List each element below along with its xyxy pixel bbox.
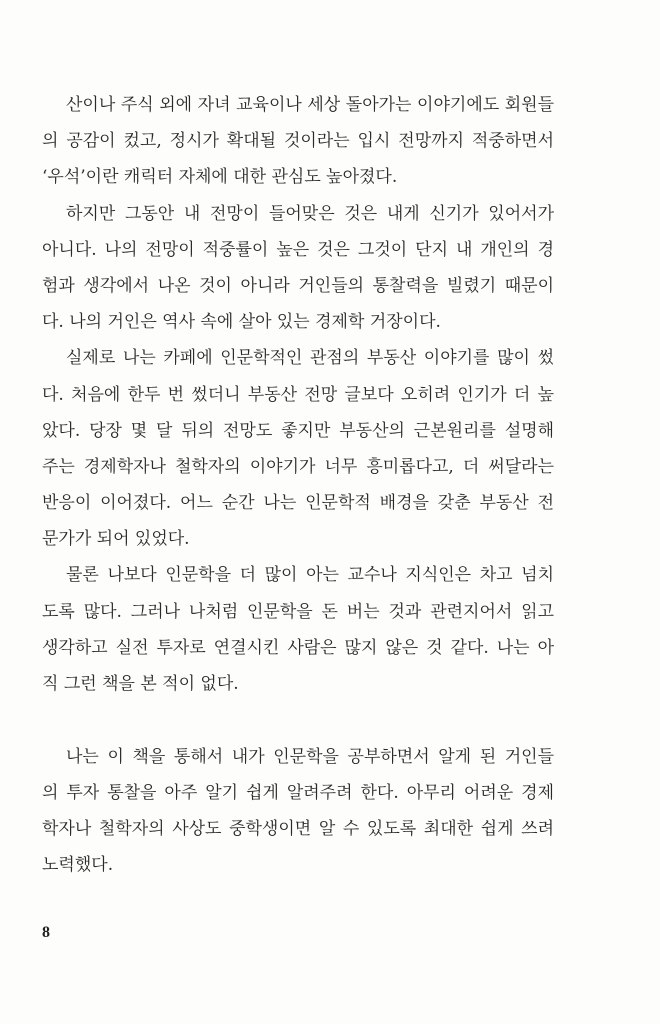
text-line: 의 투자 통찰을 아주 알기 쉽게 알려주려 한다. 아무리 어려운 경제 xyxy=(42,783,554,803)
text-line: 의 공감이 컸고, 정시가 확대될 것이라는 입시 전망까지 적중하면서 xyxy=(42,131,554,151)
text-line: 아니다. 나의 전망이 적중률이 높은 것은 그것이 단지 내 개인의 경 xyxy=(42,240,554,260)
text-line: 문가가 되어 있었다. xyxy=(42,529,190,549)
text-line: 주는 경제학자나 철학자의 이야기가 너무 흥미롭다고, 더 써달라는 xyxy=(42,457,554,477)
text-line: 생각하고 실전 투자로 연결시킨 사람은 많지 않은 것 같다. 나는 아 xyxy=(42,638,554,658)
text-line: 물론 나보다 인문학을 더 많이 아는 교수나 지식인은 차고 넘치 xyxy=(66,565,554,585)
text-line: 다. 나의 거인은 역사 속에 살아 있는 경제학 거장이다. xyxy=(42,312,441,332)
text-line: 다. 처음에 한두 번 썼더니 부동산 전망 글보다 오히려 인기가 더 높 xyxy=(42,385,554,405)
text-line: 하지만 그동안 내 전망이 들어맞은 것은 내게 신기가 있어서가 xyxy=(66,204,554,224)
text-line: 험과 생각에서 나온 것이 아니라 거인들의 통찰력을 빌렸기 때문이 xyxy=(42,276,554,296)
text-line: 직 그런 책을 본 적이 없다. xyxy=(42,674,239,694)
text-line: 았다. 당장 몇 달 뒤의 전망도 좋지만 부동산의 근본원리를 설명해 xyxy=(42,421,554,441)
text-line: 반응이 이어졌다. 어느 순간 나는 인문학적 배경을 갖춘 부동산 전 xyxy=(42,493,554,513)
text-line: ‘우석’이란 캐릭터 자체에 대한 관심도 높아졌다. xyxy=(42,167,398,187)
text-line: 실제로 나는 카페에 인문학적인 관점의 부동산 이야기를 많이 썼 xyxy=(66,348,554,368)
page-number: 8 xyxy=(42,924,50,941)
text-line: 학자나 철학자의 사상도 중학생이면 알 수 있도록 최대한 쉽게 쓰려 xyxy=(42,819,554,839)
text-line: 노력했다. xyxy=(42,855,114,875)
text-line: 산이나 주식 외에 자녀 교육이나 세상 돌아가는 이야기에도 회원들 xyxy=(66,95,554,115)
text-line: 도록 많다. 그러나 나처럼 인문학을 돈 버는 것과 관련지어서 읽고 xyxy=(42,602,554,622)
text-line: 나는 이 책을 통해서 내가 인문학을 공부하면서 알게 된 거인들 xyxy=(66,747,554,767)
